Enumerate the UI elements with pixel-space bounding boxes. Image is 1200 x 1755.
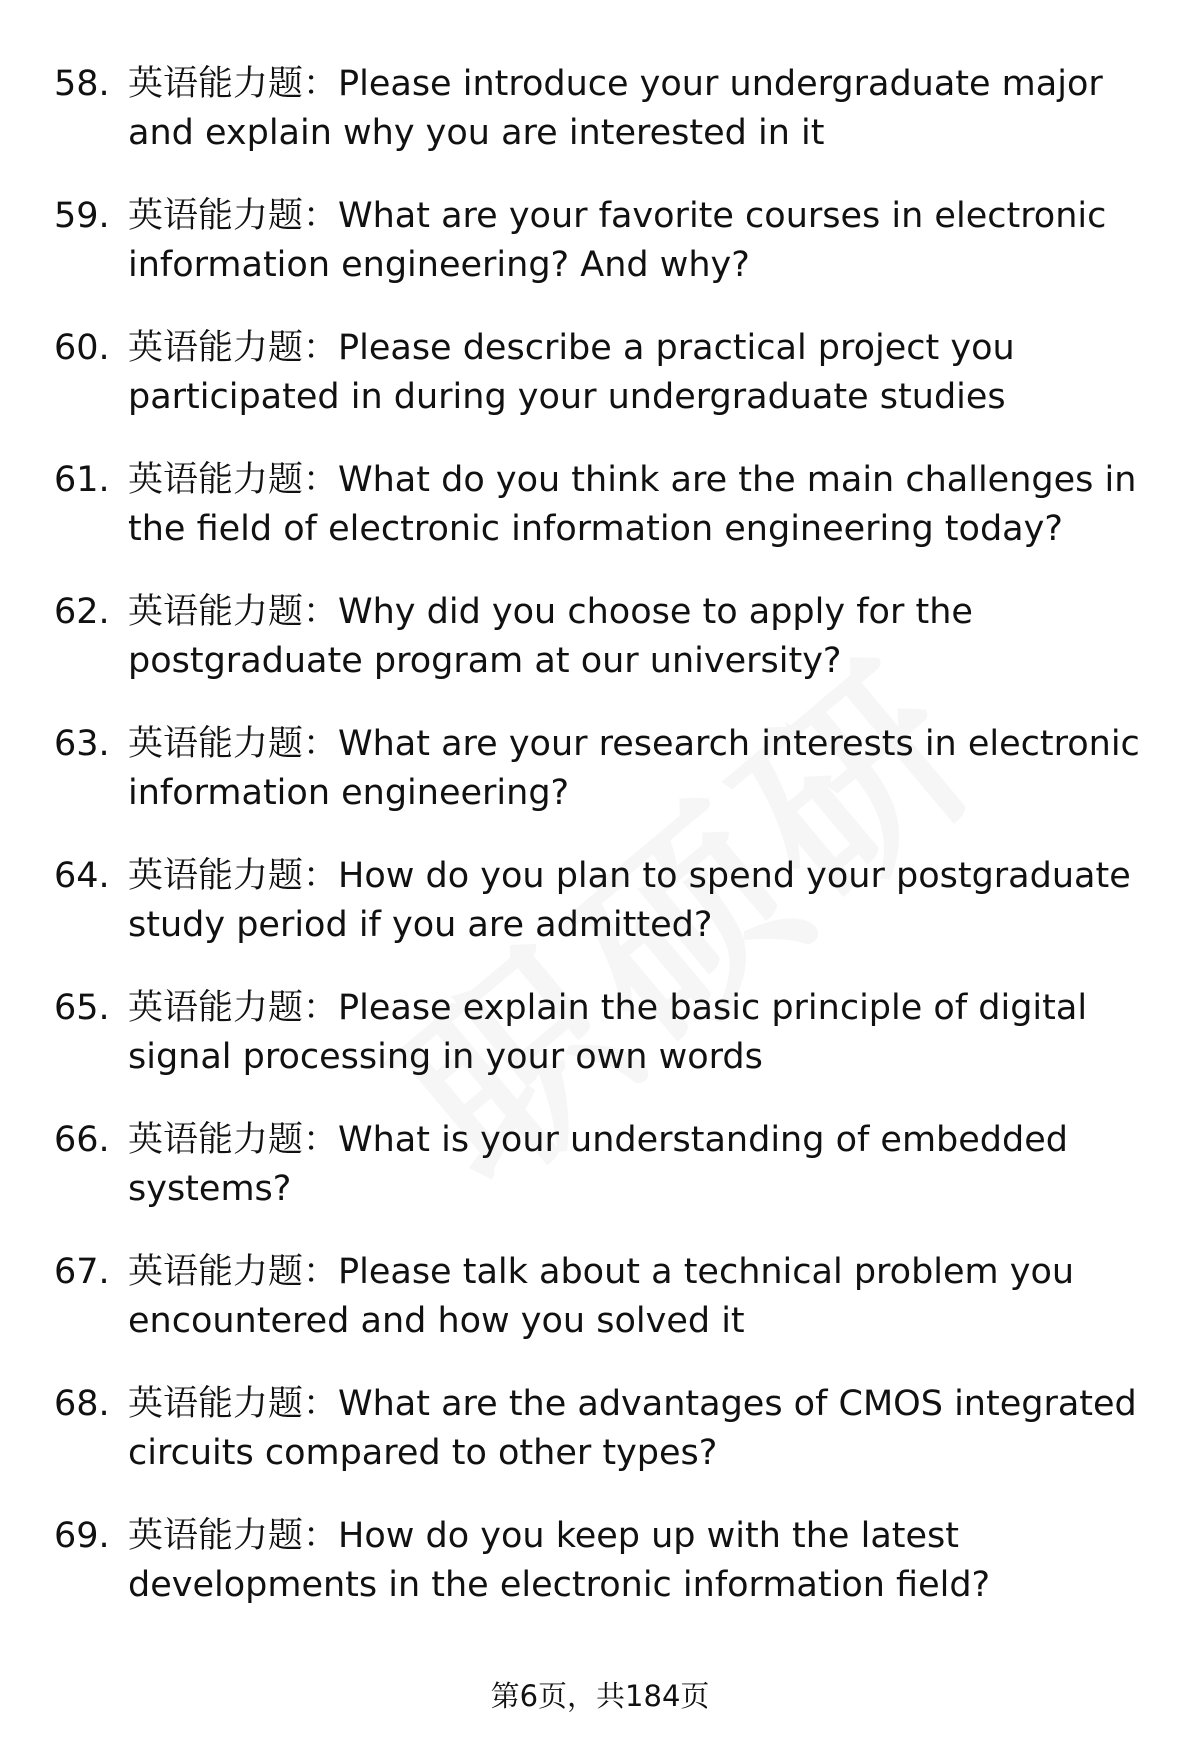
question-text: What is your understanding of embedded systems? [128,1120,1068,1209]
question-item [0,1380,1200,1512]
question-text: Please describe a practical project you participated in during your undergraduate studies [128,328,1015,417]
question-tag: 英语能力题： [128,1384,339,1424]
question-item [0,1116,1200,1248]
question-text: What are the advantages of CMOS integrated circuits compared to other types? [128,1384,1137,1473]
question-body [128,984,1140,1082]
question-body [128,1116,1140,1214]
question-tag: 英语能力题： [128,724,339,764]
question-number: 64. [54,856,110,896]
question-text: How do you plan to spend your postgraduate study period if you are admitted? [128,856,1131,945]
question-tag: 英语能力题： [128,64,339,104]
question-text: What are your favorite courses in electronic information engineering? And why? [128,196,1107,285]
question-number: 61. [54,460,110,500]
question-number: 65. [54,988,110,1028]
question-text: Please explain the basic principle of digital signal processing in your own words [128,988,1088,1077]
question-item [0,852,1200,984]
question-item [0,588,1200,720]
question-body [128,192,1140,290]
question-text: Please introduce your undergraduate major and explain why you are interested in it [128,64,1103,153]
question-list [0,60,1200,1644]
question-number: 58. [54,64,110,104]
question-item [0,60,1200,192]
question-item [0,1512,1200,1644]
question-text: Please talk about a technical problem you encountered and how you solved it [128,1252,1075,1341]
question-tag: 英语能力题： [128,856,339,896]
question-body [128,852,1140,950]
question-number: 69. [54,1516,110,1556]
question-text: How do you keep up with the latest developments in the electronic information field? [128,1516,991,1605]
question-item [0,984,1200,1116]
question-body [128,456,1140,554]
question-number: 66. [54,1120,110,1160]
question-number: 60. [54,328,110,368]
question-item [0,456,1200,588]
question-body [128,60,1140,158]
question-body [128,1512,1140,1610]
page-number-footer: 第6页，共184页 [490,1679,710,1713]
question-text: What are your research interests in electronic information engineering? [128,724,1140,813]
question-item [0,720,1200,852]
question-tag: 英语能力题： [128,328,339,368]
question-tag: 英语能力题： [128,1516,339,1556]
question-body [128,1380,1140,1478]
question-number: 68. [54,1384,110,1424]
question-body [128,324,1140,422]
question-tag: 英语能力题： [128,460,339,500]
question-body [128,1248,1140,1346]
question-body [128,588,1140,686]
question-text: Why did you choose to apply for the postgraduate program at our university? [128,592,973,681]
question-body [128,720,1140,818]
question-number: 59. [54,196,110,236]
question-tag: 英语能力题： [128,988,339,1028]
question-number: 63. [54,724,110,764]
question-item [0,324,1200,456]
question-number: 67. [54,1252,110,1292]
question-tag: 英语能力题： [128,1120,339,1160]
question-tag: 英语能力题： [128,1252,339,1292]
question-tag: 英语能力题： [128,592,339,632]
question-text: What do you think are the main challenges in the field of electronic information engineering today? [128,460,1137,549]
question-item [0,192,1200,324]
question-number: 62. [54,592,110,632]
question-tag: 英语能力题： [128,196,339,236]
question-item [0,1248,1200,1380]
